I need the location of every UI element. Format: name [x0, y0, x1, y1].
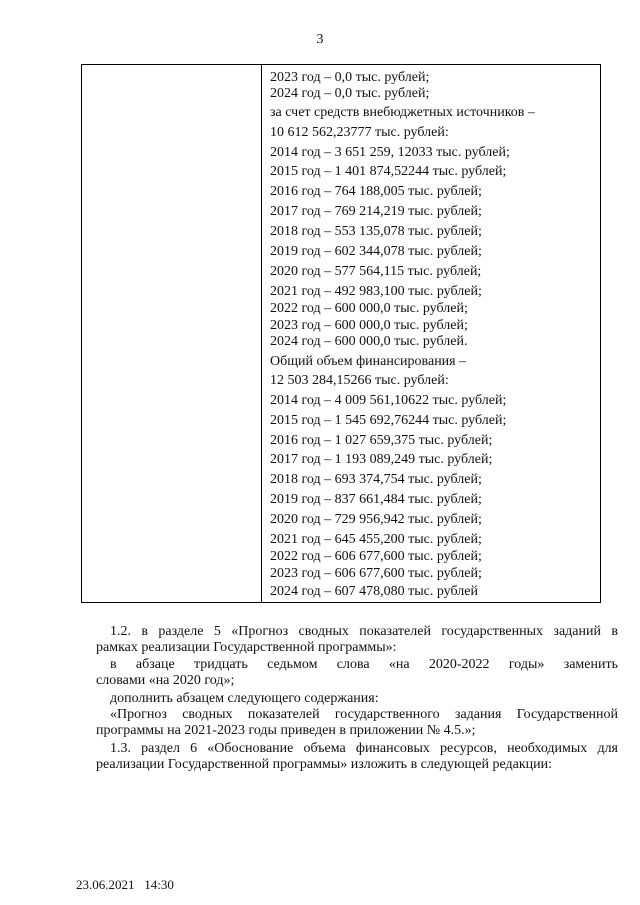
- table-line: 2021 год – 492 983,100 тыс. рублей;: [270, 284, 482, 299]
- table-line: 2024 год – 0,0 тыс. рублей;: [270, 86, 430, 101]
- paragraph-1-2-line-1: 1.2. в разделе 5 «Прогноз сводных показателей государственных заданий в: [110, 624, 618, 639]
- table-line: 10 612 562,23777 тыс. рублей:: [270, 125, 449, 140]
- table-line: 2014 год – 4 009 561,10622 тыс. рублей;: [270, 393, 507, 408]
- table-line: за счет средств внебюджетных источников –: [270, 105, 535, 120]
- table-line: 2017 год – 1 193 089,249 тыс. рублей;: [270, 452, 493, 467]
- paragraph-quote-line-2: программы на 2021-2023 годы приведен в приложении № 4.5.»;: [96, 723, 476, 738]
- table-line: 2018 год – 693 374,754 тыс. рублей;: [270, 472, 482, 487]
- table-line: 2023 год – 606 677,600 тыс. рублей;: [270, 566, 482, 581]
- table-line: 2020 год – 729 956,942 тыс. рублей;: [270, 512, 482, 527]
- table-line: 2014 год – 3 651 259, 12033 тыс. рублей;: [270, 145, 510, 160]
- paragraph-1-3-line-2: реализации Государственной программы» изложить в следующей редакции:: [96, 757, 553, 772]
- paragraph-replace-line-2: словами «на 2020 год»;: [96, 673, 235, 688]
- table-line: 2024 год – 607 478,080 тыс. рублей: [270, 584, 478, 599]
- paragraph-1-3-line-1: 1.3. раздел 6 «Обоснование объема финансовых ресурсов, необходимых для: [110, 741, 618, 756]
- table-line: 2019 год – 602 344,078 тыс. рублей;: [270, 244, 482, 259]
- paragraph-1-2-line-2: рамках реализации Государственной программы»:: [96, 640, 397, 655]
- table-line: 2024 год – 600 000,0 тыс. рублей.: [270, 334, 468, 349]
- table-line: 2019 год – 837 661,484 тыс. рублей;: [270, 492, 482, 507]
- footer-timestamp: [76, 877, 174, 893]
- table-line: 2022 год – 600 000,0 тыс. рублей;: [270, 301, 468, 316]
- table-line: 2021 год – 645 455,200 тыс. рублей;: [270, 532, 482, 547]
- table-line: 2018 год – 553 135,078 тыс. рублей;: [270, 224, 482, 239]
- table-line: 2022 год – 606 677,600 тыс. рублей;: [270, 549, 482, 564]
- footer-date: 23.06.2021: [76, 877, 135, 892]
- table-line: 12 503 284,15266 тыс. рублей:: [270, 373, 449, 388]
- table-line: 2023 год – 600 000,0 тыс. рублей;: [270, 318, 468, 333]
- paragraph-replace-line-1: в абзаце тридцать седьмом слова «на 2020-2022 годы» заменить: [110, 657, 618, 672]
- paragraph-quote-line-1: «Прогноз сводных показателей государственного задания Государственной: [110, 707, 618, 722]
- table-line: 2015 год – 1 545 692,76244 тыс. рублей;: [270, 413, 507, 428]
- page-number: 3: [316, 32, 324, 47]
- table-line: 2023 год – 0,0 тыс. рублей;: [270, 70, 430, 85]
- table-column-divider: [261, 65, 262, 602]
- footer-time: 14:30: [144, 877, 174, 892]
- table-line: Общий объем финансирования –: [270, 354, 467, 369]
- table-line: 2020 год – 577 564,115 тыс. рублей;: [270, 264, 482, 279]
- paragraph-add-abzac: дополнить абзацем следующего содержания:: [110, 691, 379, 706]
- table-line: 2017 год – 769 214,219 тыс. рублей;: [270, 204, 482, 219]
- table-line: 2016 год – 1 027 659,375 тыс. рублей;: [270, 433, 493, 448]
- table-line: 2015 год – 1 401 874,52244 тыс. рублей;: [270, 164, 507, 179]
- table-line: 2016 год – 764 188,005 тыс. рублей;: [270, 184, 482, 199]
